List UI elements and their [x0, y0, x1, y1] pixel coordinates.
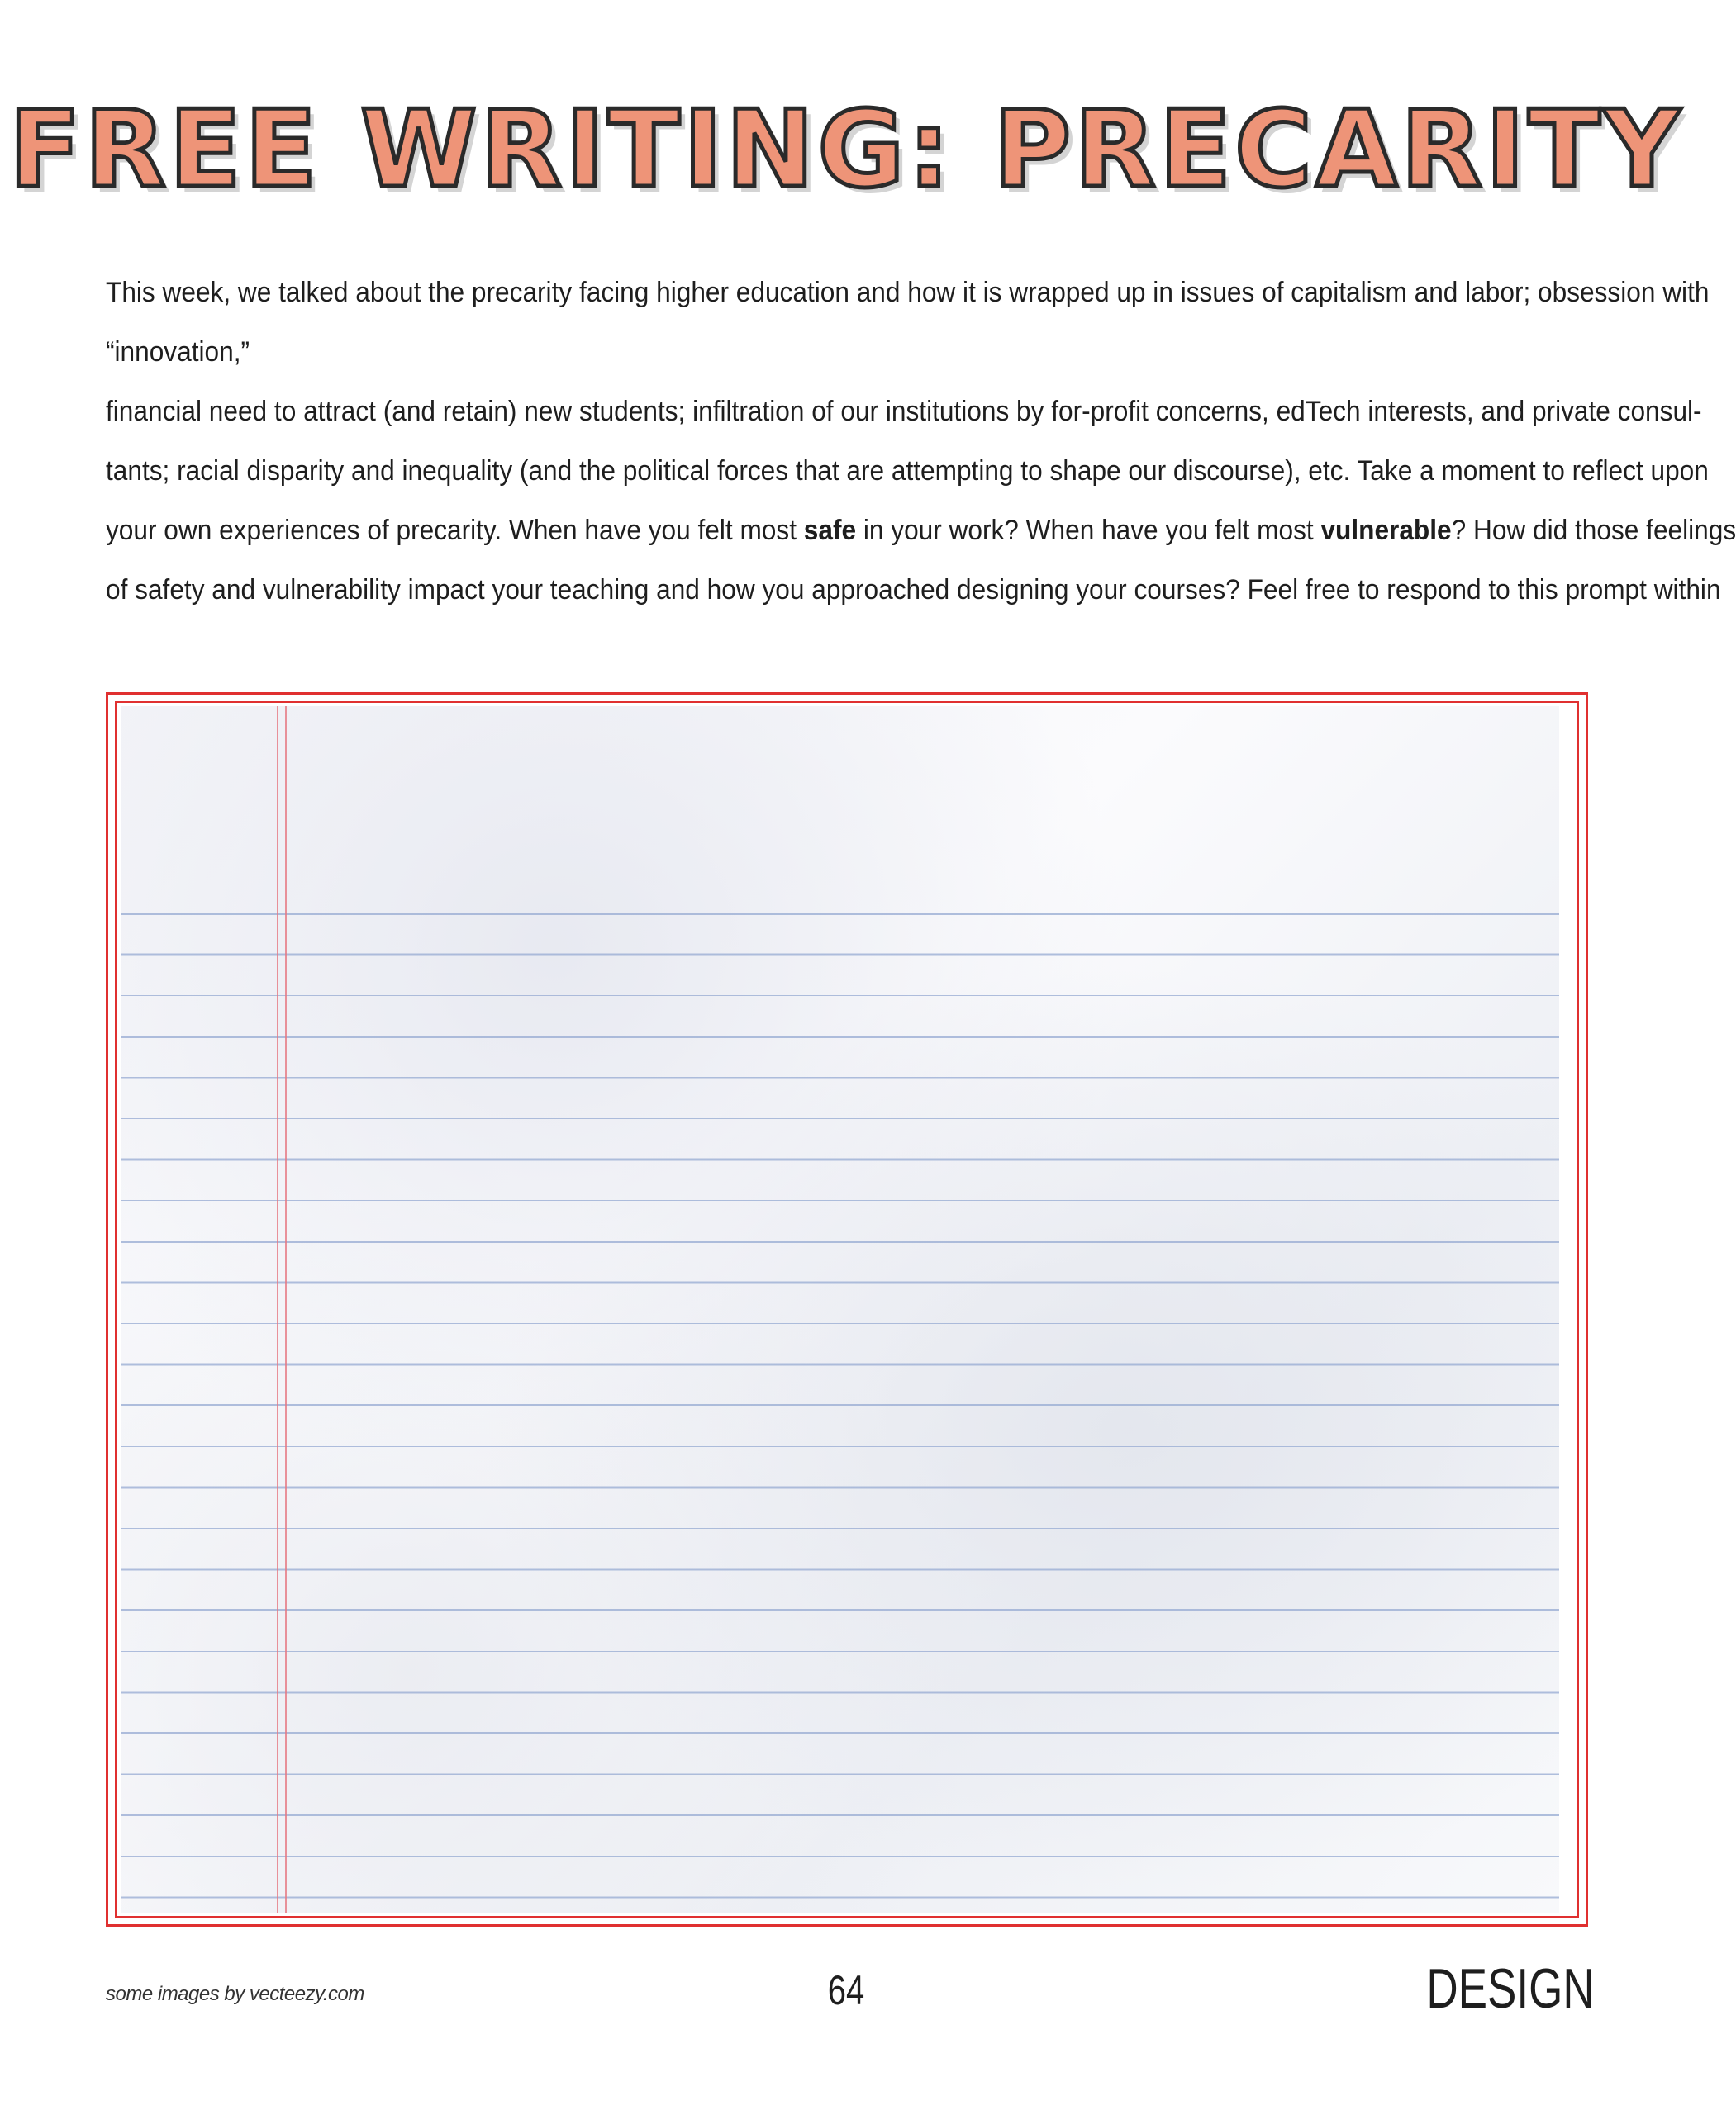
prompt-line: “innovation,” — [106, 336, 250, 368]
lined-paper[interactable] — [121, 706, 1559, 1913]
footer-credit: some images by vecteezy.com — [106, 1983, 364, 2005]
prompt-line: financial need to attract (and retain) new students; infiltration of our institutions by for-profit concerns, edTech interests, and private consul- — [106, 396, 1702, 427]
prompt-line — [106, 501, 1736, 560]
page-number: 64 — [827, 1967, 865, 2013]
page-title: FREE WRITING: PRECARITY — [8, 88, 1684, 212]
prompt-text — [106, 263, 1736, 620]
paper-rule-lines — [121, 913, 1559, 1913]
paper-margin-line — [285, 706, 287, 1913]
prompt-line: tants; racial disparity and inequality (and the political forces that are attempting to shape our discourse), etc. Take a moment to reflect upon — [106, 455, 1709, 487]
section-label: DESIGN — [1426, 1957, 1595, 2020]
emphasis-safe: safe — [803, 515, 857, 546]
paper-margin-line — [277, 706, 278, 1913]
writing-area-inner-border — [115, 701, 1579, 1918]
prompt-line: This week, we talked about the precarity facing higher education and how it is wrapped up in issues of capitalism and labor; obsession with — [106, 277, 1710, 308]
prompt-line: of safety and vulnerability impact your teaching and how you approached designing your courses? Feel free to respond to this prompt within — [106, 574, 1721, 606]
emphasis-vulnerable: vulnerable — [1320, 515, 1452, 546]
writing-area-frame — [106, 692, 1588, 1927]
prompt-text-segment: ? How did those feelings — [1451, 515, 1736, 546]
prompt-text-segment: in your work? When have you felt most — [856, 515, 1321, 546]
prompt-text-segment: your own experiences of precarity. When have you felt most — [106, 515, 804, 546]
